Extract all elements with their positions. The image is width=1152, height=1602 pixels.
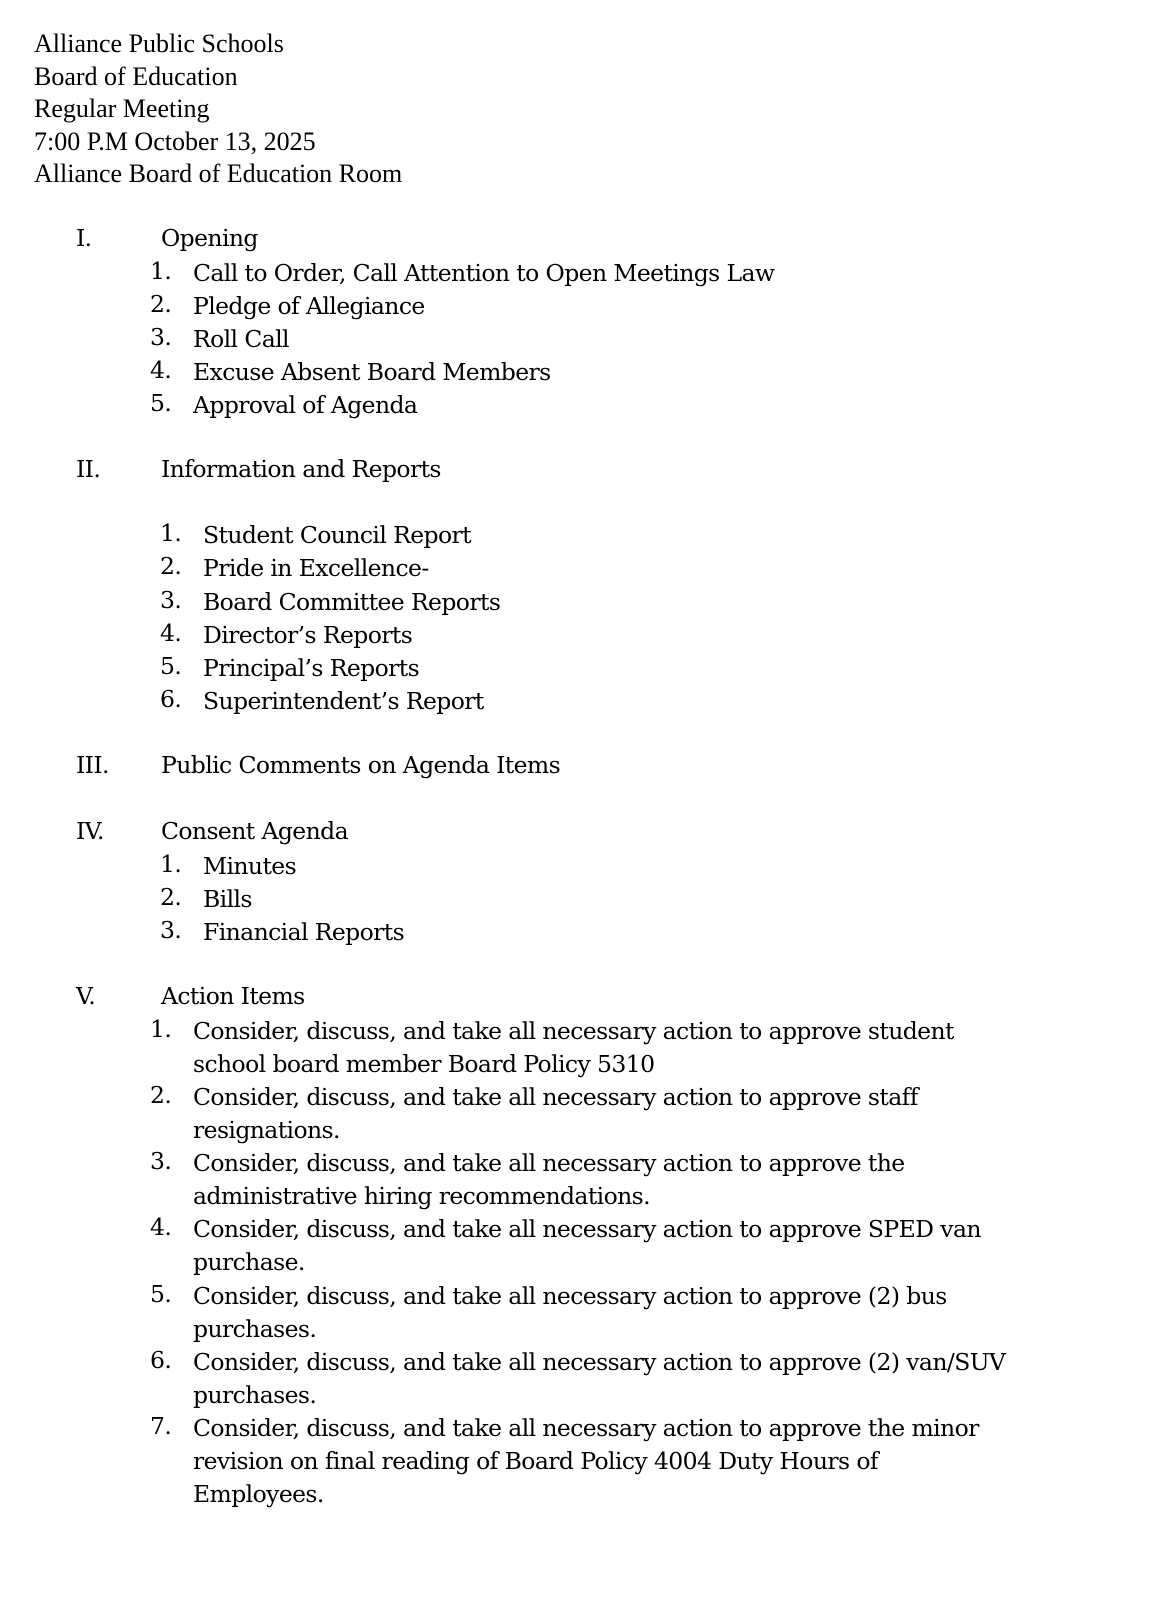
item-text-line: purchases. — [193, 1381, 317, 1409]
item-number: 4. — [150, 356, 172, 384]
item-number: 1. — [150, 257, 172, 285]
board-name: Board of Education — [34, 61, 238, 91]
item-text: Approval of Agenda — [193, 391, 418, 419]
meeting-location: Alliance Board of Education Room — [34, 159, 403, 189]
item-number: 2. — [160, 552, 182, 580]
item-text: Principal’s Reports — [203, 654, 420, 682]
item-number: 1. — [150, 1015, 172, 1043]
item-text-line: Employees. — [193, 1480, 324, 1508]
item-text: Superintendent’s Report — [203, 687, 484, 715]
item-text: Excuse Absent Board Members — [193, 358, 551, 386]
section-title: Information and Reports — [161, 455, 441, 483]
section-title: Consent Agenda — [161, 817, 348, 845]
section-title: Action Items — [161, 982, 305, 1010]
item-text: Director’s Reports — [203, 621, 413, 649]
item-number: 5. — [160, 652, 182, 680]
item-number: 2. — [150, 1081, 172, 1109]
item-text: Board Committee Reports — [203, 588, 501, 616]
item-text: Minutes — [203, 852, 297, 880]
item-number: 5. — [150, 1280, 172, 1308]
item-text: Financial Reports — [203, 918, 405, 946]
item-number: 7. — [150, 1412, 172, 1440]
meeting-datetime: 7:00 P.M October 13, 2025 — [34, 126, 316, 156]
item-text-line: Consider, discuss, and take all necessary action to approve (2) bus — [193, 1282, 947, 1310]
item-text-line: Consider, discuss, and take all necessary action to approve staff — [193, 1083, 918, 1111]
item-text: Call to Order, Call Attention to Open Meetings Law — [193, 259, 775, 287]
item-number: 1. — [160, 850, 182, 878]
section-numeral: I. — [76, 224, 92, 252]
section-numeral: II. — [76, 455, 101, 483]
section-title: Opening — [161, 224, 258, 252]
item-number: 6. — [160, 685, 182, 713]
section-numeral: III. — [76, 751, 109, 779]
item-text-line: Consider, discuss, and take all necessary action to approve the — [193, 1149, 905, 1177]
section-title: Public Comments on Agenda Items — [161, 751, 561, 779]
item-text-line: purchases. — [193, 1315, 317, 1343]
item-number: 3. — [150, 323, 172, 351]
item-number: 4. — [150, 1213, 172, 1241]
item-text-line: purchase. — [193, 1248, 305, 1276]
item-number: 4. — [160, 619, 182, 647]
district-name: Alliance Public Schools — [34, 29, 284, 58]
item-text-line: resignations. — [193, 1116, 340, 1144]
document-header — [34, 28, 402, 191]
item-text: Pledge of Allegiance — [193, 292, 425, 320]
meeting-type: Regular Meeting — [34, 94, 210, 124]
item-text-line: Consider, discuss, and take all necessary action to approve the minor — [193, 1414, 979, 1442]
section-numeral: V. — [76, 982, 96, 1010]
item-text: Student Council Report — [203, 521, 472, 549]
item-number: 3. — [150, 1147, 172, 1175]
item-text: Pride in Excellence- — [203, 554, 429, 582]
section-numeral: IV. — [76, 817, 104, 845]
item-text-line: revision on final reading of Board Policy 4004 Duty Hours of — [193, 1447, 878, 1475]
item-number: 2. — [160, 883, 182, 911]
item-number: 2. — [150, 290, 172, 318]
item-number: 3. — [160, 586, 182, 614]
item-number: 1. — [160, 519, 182, 547]
item-text-line: Consider, discuss, and take all necessary action to approve (2) van/SUV — [193, 1348, 1006, 1376]
item-text-line: Consider, discuss, and take all necessary action to approve SPED van — [193, 1215, 981, 1243]
item-text: Bills — [203, 885, 252, 913]
item-text: Roll Call — [193, 325, 289, 353]
item-text-line: Consider, discuss, and take all necessary action to approve student — [193, 1017, 954, 1045]
item-number: 5. — [150, 389, 172, 417]
item-text-line: administrative hiring recommendations. — [193, 1182, 650, 1210]
item-number: 3. — [160, 916, 182, 944]
item-number: 6. — [150, 1346, 172, 1374]
item-text-line: school board member Board Policy 5310 — [193, 1050, 655, 1078]
